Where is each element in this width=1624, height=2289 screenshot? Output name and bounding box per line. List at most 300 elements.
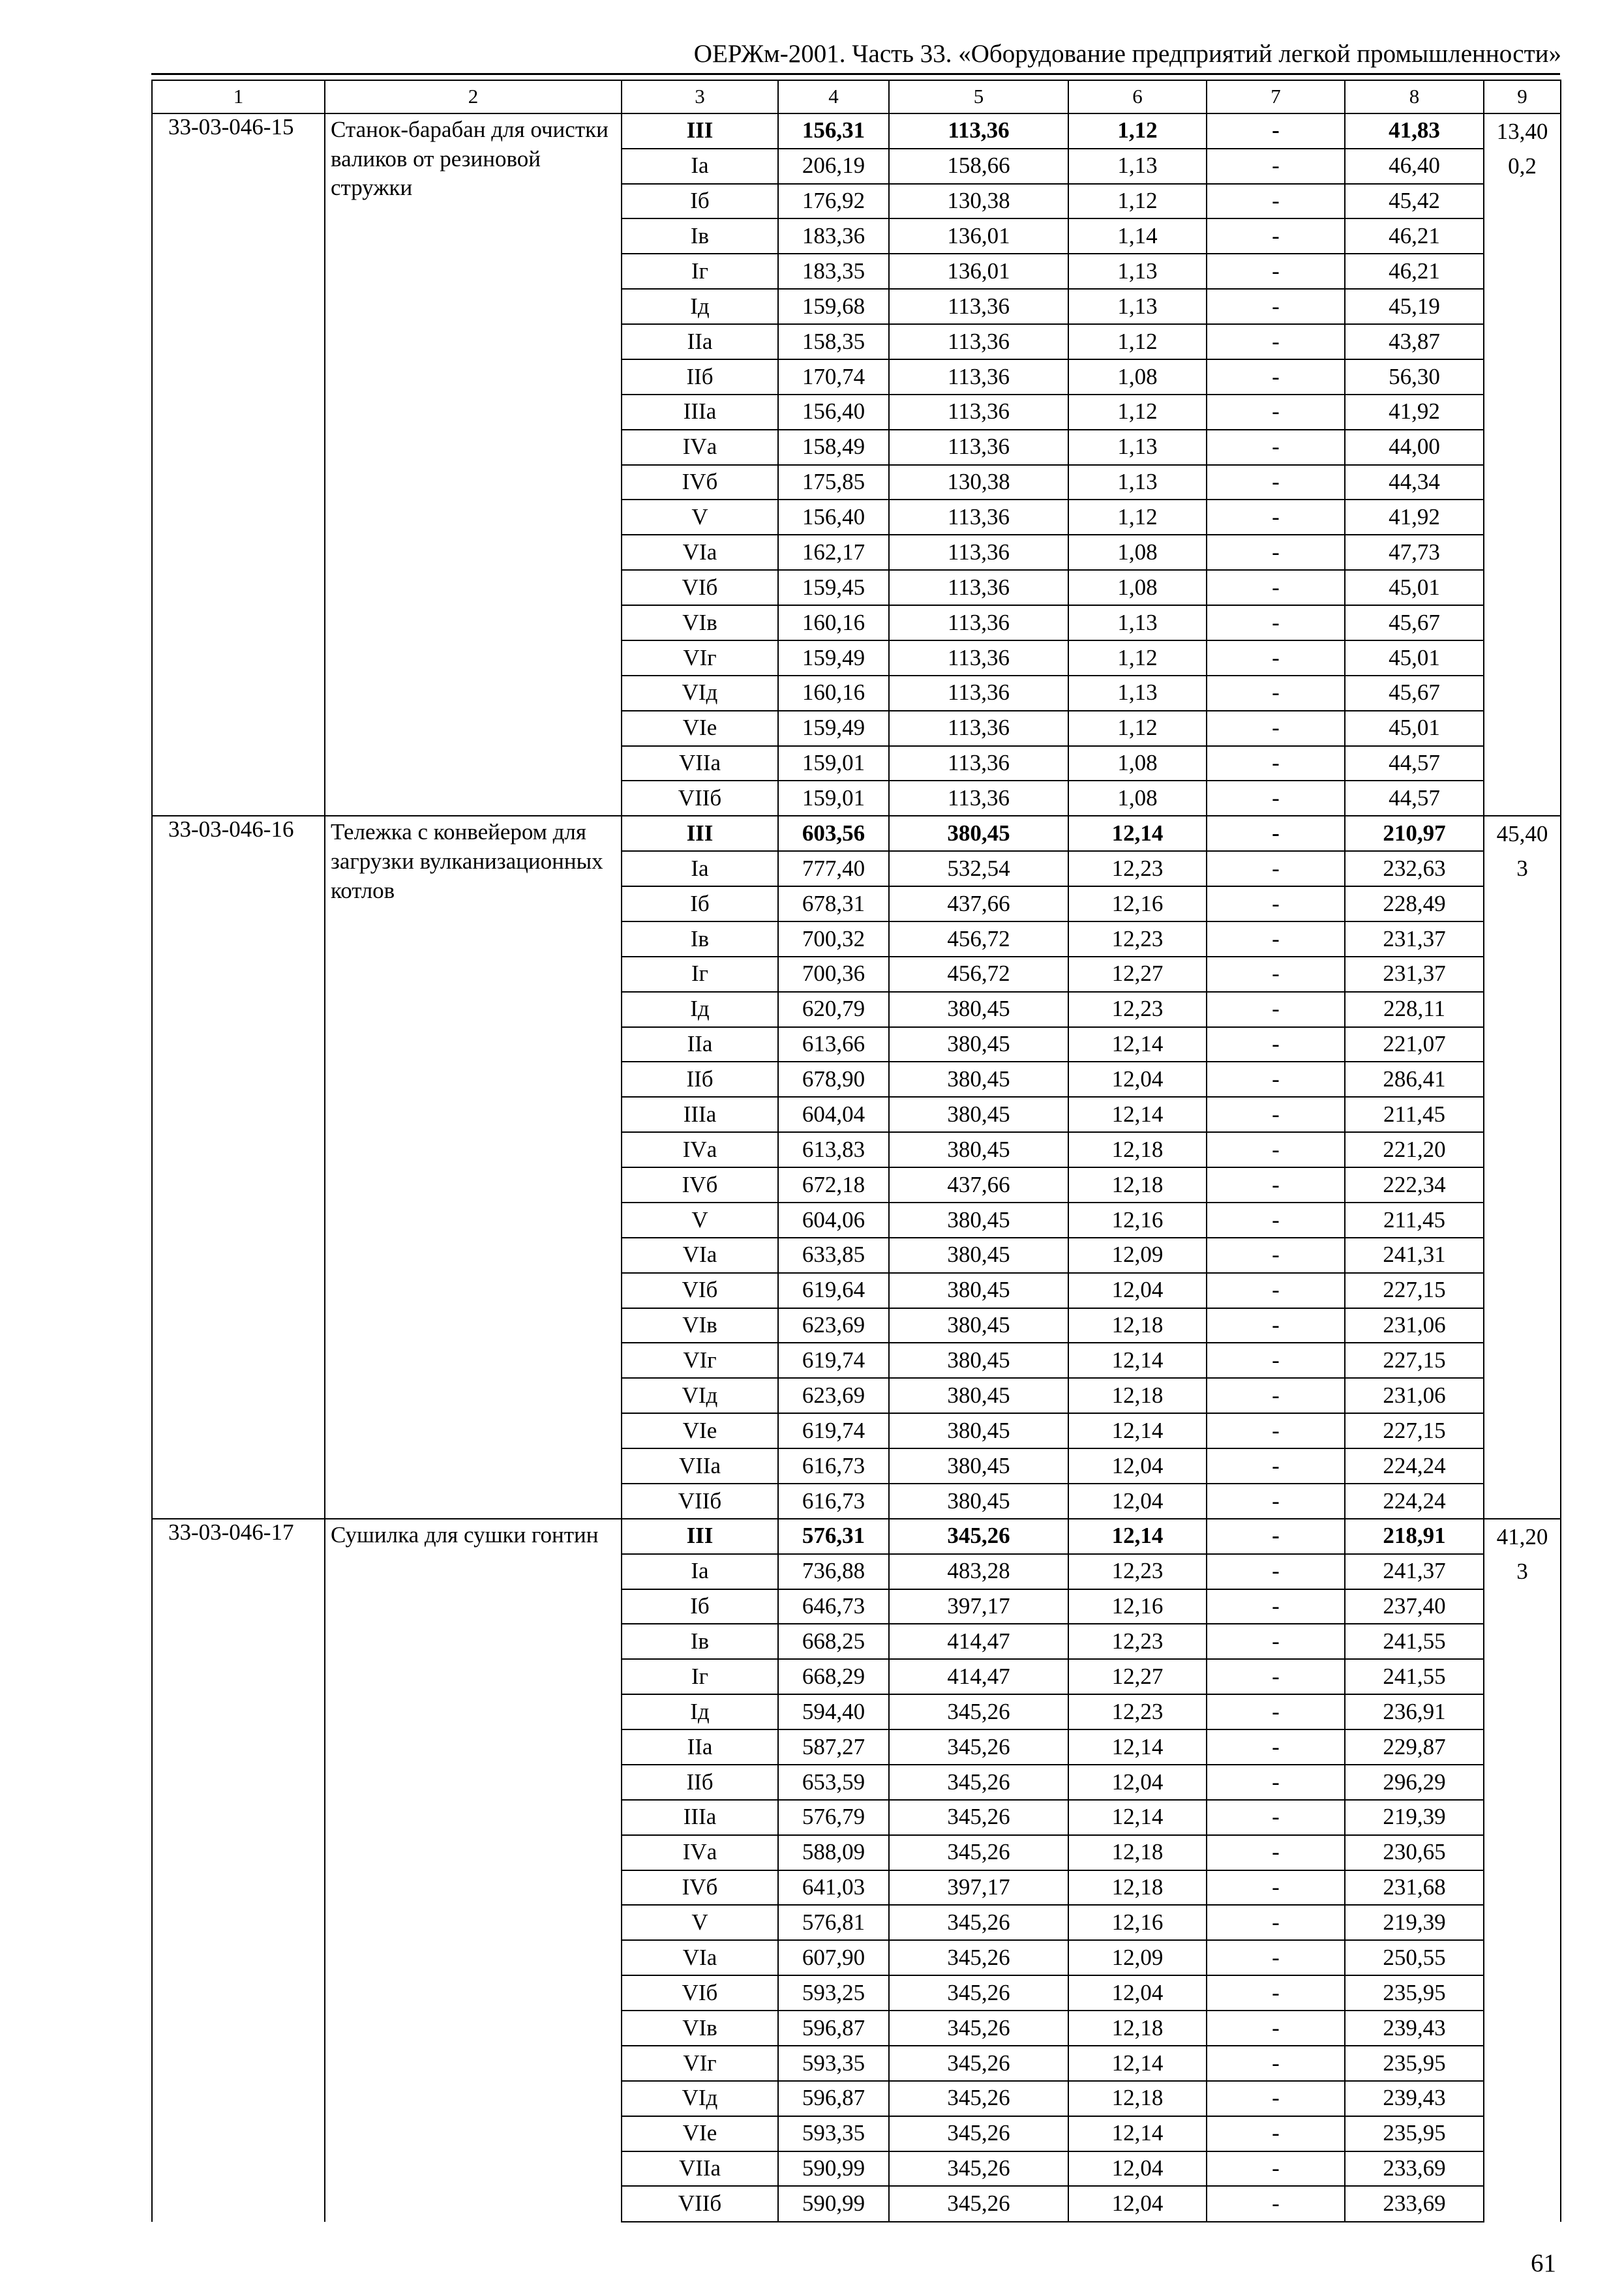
column-number-row [152, 80, 1561, 113]
materials-cost: 44,57 [1345, 746, 1484, 781]
materials-cost: 41,83 [1345, 113, 1484, 149]
total-cost: 668,29 [778, 1659, 889, 1694]
wages: 113,36 [889, 359, 1068, 395]
zone-code: VIе [622, 2116, 778, 2151]
materials-cost: 222,34 [1345, 1167, 1484, 1203]
materials-cost: 228,11 [1345, 992, 1484, 1027]
wages: 130,38 [889, 465, 1068, 500]
zone-code: Iг [622, 1659, 778, 1694]
wages: 113,36 [889, 570, 1068, 605]
machine-cost: 1,13 [1068, 254, 1207, 289]
machine-cost: 12,18 [1068, 2081, 1207, 2116]
total-cost: 613,83 [778, 1132, 889, 1167]
wages: 380,45 [889, 1413, 1068, 1448]
labor-cost-cell [1484, 1519, 1561, 2222]
machine-cost: 12,14 [1068, 816, 1207, 851]
machine-cost: 12,18 [1068, 1835, 1207, 1870]
materials-cost: 211,45 [1345, 1203, 1484, 1238]
labor-rank: 3 [1516, 1558, 1528, 1584]
machine-cost: 12,14 [1068, 2046, 1207, 2081]
column-number-cell: 5 [889, 80, 1068, 113]
wages: 113,36 [889, 535, 1068, 570]
total-cost: 160,16 [778, 605, 889, 640]
machine-cost: 12,16 [1068, 886, 1207, 921]
materials-cost: 239,43 [1345, 2011, 1484, 2046]
wages: 113,36 [889, 781, 1068, 816]
materials-cost: 45,01 [1345, 640, 1484, 676]
zone-code: VIIб [622, 2186, 778, 2222]
materials-cost: 44,00 [1345, 430, 1484, 465]
materials-cost: 231,37 [1345, 957, 1484, 992]
zone-code: VIг [622, 640, 778, 676]
machinist-wages: - [1207, 1870, 1345, 1906]
machine-cost: 1,08 [1068, 781, 1207, 816]
materials-cost: 236,91 [1345, 1694, 1484, 1729]
wages: 113,36 [889, 430, 1068, 465]
zone-code: VIа [622, 535, 778, 570]
table-row-base [152, 1519, 1561, 1554]
zone-code: IVб [622, 1167, 778, 1203]
machine-cost: 12,18 [1068, 1308, 1207, 1343]
wages: 136,01 [889, 218, 1068, 254]
wages: 345,26 [889, 2081, 1068, 2116]
machine-cost: 12,04 [1068, 1975, 1207, 2011]
zone-code: VIд [622, 676, 778, 711]
machine-cost: 12,27 [1068, 957, 1207, 992]
materials-cost: 231,37 [1345, 921, 1484, 957]
machinist-wages: - [1207, 816, 1345, 851]
wages: 113,36 [889, 605, 1068, 640]
zone-code: VIв [622, 2011, 778, 2046]
machine-cost: 12,04 [1068, 1484, 1207, 1519]
machine-cost: 12,04 [1068, 1765, 1207, 1800]
machinist-wages: - [1207, 149, 1345, 184]
table-row-base [152, 816, 1561, 851]
item-code: 33-03-046-15 [152, 113, 325, 816]
materials-cost: 46,21 [1345, 254, 1484, 289]
machine-cost: 1,12 [1068, 184, 1207, 219]
machinist-wages: - [1207, 605, 1345, 640]
total-cost: 159,49 [778, 711, 889, 746]
wages: 414,47 [889, 1624, 1068, 1659]
machinist-wages: - [1207, 1273, 1345, 1308]
wages: 113,36 [889, 676, 1068, 711]
labor-hours: 45,40 [1496, 821, 1548, 847]
zone-code: Iб [622, 1589, 778, 1624]
wages: 345,26 [889, 1800, 1068, 1835]
wages: 437,66 [889, 1167, 1068, 1203]
materials-cost: 229,87 [1345, 1729, 1484, 1765]
total-cost: 159,45 [778, 570, 889, 605]
machine-cost: 1,13 [1068, 676, 1207, 711]
materials-cost: 218,91 [1345, 1519, 1484, 1554]
materials-cost: 235,95 [1345, 2046, 1484, 2081]
wages: 380,45 [889, 1484, 1068, 1519]
zone-code: V [622, 500, 778, 535]
materials-cost: 41,92 [1345, 500, 1484, 535]
machine-cost: 12,23 [1068, 992, 1207, 1027]
machine-cost: 12,23 [1068, 851, 1207, 886]
wages: 130,38 [889, 184, 1068, 219]
wages: 380,45 [889, 816, 1068, 851]
wages: 380,45 [889, 1273, 1068, 1308]
column-number-cell: 8 [1345, 80, 1484, 113]
total-cost: 159,68 [778, 289, 889, 324]
machinist-wages: - [1207, 781, 1345, 816]
materials-cost: 219,39 [1345, 1800, 1484, 1835]
wages: 380,45 [889, 992, 1068, 1027]
labor-rank: 0,2 [1508, 153, 1537, 179]
total-cost: 668,25 [778, 1624, 889, 1659]
machine-cost: 12,04 [1068, 1273, 1207, 1308]
machinist-wages: - [1207, 1589, 1345, 1624]
wages: 113,36 [889, 746, 1068, 781]
total-cost: 156,40 [778, 395, 889, 430]
total-cost: 604,06 [778, 1203, 889, 1238]
machine-cost: 1,08 [1068, 570, 1207, 605]
machinist-wages: - [1207, 395, 1345, 430]
zone-code: III [622, 816, 778, 851]
zone-code: IIIа [622, 1097, 778, 1132]
materials-cost: 250,55 [1345, 1940, 1484, 1975]
total-cost: 616,73 [778, 1448, 889, 1484]
item-name: Тележка с конвейером для загрузки вулканизационных котлов [325, 816, 622, 1519]
machinist-wages: - [1207, 465, 1345, 500]
materials-cost: 224,24 [1345, 1448, 1484, 1484]
machine-cost: 1,13 [1068, 289, 1207, 324]
materials-cost: 221,07 [1345, 1027, 1484, 1062]
total-cost: 587,27 [778, 1729, 889, 1765]
total-cost: 158,35 [778, 324, 889, 359]
materials-cost: 41,92 [1345, 395, 1484, 430]
column-number-cell: 3 [622, 80, 778, 113]
machinist-wages: - [1207, 359, 1345, 395]
total-cost: 156,31 [778, 113, 889, 149]
machine-cost: 12,23 [1068, 921, 1207, 957]
labor-cost-cell [1484, 113, 1561, 816]
zone-code: VIд [622, 1378, 778, 1413]
total-cost: 596,87 [778, 2011, 889, 2046]
machinist-wages: - [1207, 1097, 1345, 1132]
item-name: Станок-барабан для очистки валиков от резиновой стружки [325, 113, 622, 816]
total-cost: 653,59 [778, 1765, 889, 1800]
machinist-wages: - [1207, 1027, 1345, 1062]
total-cost: 176,92 [778, 184, 889, 219]
wages: 345,26 [889, 1975, 1068, 2011]
column-number-cell: 9 [1484, 80, 1561, 113]
zone-code: IIб [622, 1765, 778, 1800]
header-rule [151, 73, 1560, 75]
wages: 345,26 [889, 1940, 1068, 1975]
machinist-wages: - [1207, 1835, 1345, 1870]
wages: 345,26 [889, 2151, 1068, 2187]
page-number: 61 [1531, 2249, 1556, 2277]
total-cost: 607,90 [778, 1940, 889, 1975]
materials-cost: 45,42 [1345, 184, 1484, 219]
total-cost: 672,18 [778, 1167, 889, 1203]
machine-cost: 12,16 [1068, 1203, 1207, 1238]
materials-cost: 233,69 [1345, 2151, 1484, 2187]
machinist-wages: - [1207, 746, 1345, 781]
machinist-wages: - [1207, 851, 1345, 886]
column-number-cell: 6 [1068, 80, 1207, 113]
machine-cost: 1,08 [1068, 359, 1207, 395]
total-cost: 593,35 [778, 2046, 889, 2081]
machinist-wages: - [1207, 2186, 1345, 2222]
wages: 397,17 [889, 1870, 1068, 1906]
wages: 397,17 [889, 1589, 1068, 1624]
zone-code: VIб [622, 570, 778, 605]
materials-cost: 45,67 [1345, 676, 1484, 711]
total-cost: 623,69 [778, 1308, 889, 1343]
machine-cost: 12,18 [1068, 1378, 1207, 1413]
total-cost: 588,09 [778, 1835, 889, 1870]
materials-cost: 224,24 [1345, 1484, 1484, 1519]
wages: 345,26 [889, 1905, 1068, 1940]
total-cost: 162,17 [778, 535, 889, 570]
machinist-wages: - [1207, 1940, 1345, 1975]
machinist-wages: - [1207, 254, 1345, 289]
labor-hours: 41,20 [1496, 1523, 1548, 1549]
zone-code: VIIа [622, 746, 778, 781]
zone-code: IIб [622, 359, 778, 395]
column-number-cell: 1 [152, 80, 325, 113]
labor-rank: 3 [1516, 856, 1528, 882]
wages: 113,36 [889, 500, 1068, 535]
machinist-wages: - [1207, 992, 1345, 1027]
materials-cost: 232,63 [1345, 851, 1484, 886]
total-cost: 170,74 [778, 359, 889, 395]
materials-cost: 241,55 [1345, 1659, 1484, 1694]
machine-cost: 12,04 [1068, 1062, 1207, 1097]
wages: 345,26 [889, 1694, 1068, 1729]
total-cost: 700,36 [778, 957, 889, 992]
machinist-wages: - [1207, 1905, 1345, 1940]
materials-cost: 45,67 [1345, 605, 1484, 640]
total-cost: 619,74 [778, 1413, 889, 1448]
zone-code: VIб [622, 1273, 778, 1308]
wages: 113,36 [889, 640, 1068, 676]
materials-cost: 228,49 [1345, 886, 1484, 921]
wages: 380,45 [889, 1203, 1068, 1238]
machine-cost: 1,13 [1068, 465, 1207, 500]
machine-cost: 12,23 [1068, 1624, 1207, 1659]
machinist-wages: - [1207, 1624, 1345, 1659]
machinist-wages: - [1207, 289, 1345, 324]
total-cost: 603,56 [778, 816, 889, 851]
zone-code: Iа [622, 851, 778, 886]
materials-cost: 233,69 [1345, 2186, 1484, 2222]
zone-code: VIг [622, 2046, 778, 2081]
machinist-wages: - [1207, 2081, 1345, 2116]
machine-cost: 1,12 [1068, 113, 1207, 149]
machinist-wages: - [1207, 500, 1345, 535]
zone-code: IVа [622, 1132, 778, 1167]
wages: 380,45 [889, 1378, 1068, 1413]
total-cost: 646,73 [778, 1589, 889, 1624]
materials-cost: 241,55 [1345, 1624, 1484, 1659]
total-cost: 183,35 [778, 254, 889, 289]
zone-code: VIа [622, 1238, 778, 1273]
zone-code: IIIа [622, 395, 778, 430]
machinist-wages: - [1207, 1729, 1345, 1765]
zone-code: VIIб [622, 1484, 778, 1519]
materials-cost: 45,01 [1345, 711, 1484, 746]
wages: 380,45 [889, 1097, 1068, 1132]
total-cost: 623,69 [778, 1378, 889, 1413]
document-header-title: ОЕРЖм-2001. Часть 33. «Оборудование предприятий легкой промышленности» [693, 40, 1561, 68]
total-cost: 736,88 [778, 1554, 889, 1589]
zone-code: V [622, 1905, 778, 1940]
item-name: Сушилка для сушки гонтин [325, 1519, 622, 2222]
total-cost: 700,32 [778, 921, 889, 957]
machine-cost: 12,27 [1068, 1659, 1207, 1694]
machine-cost: 12,09 [1068, 1238, 1207, 1273]
machinist-wages: - [1207, 1238, 1345, 1273]
zone-code: VIб [622, 1975, 778, 2011]
zone-code: VIе [622, 711, 778, 746]
machinist-wages: - [1207, 184, 1345, 219]
wages: 380,45 [889, 1238, 1068, 1273]
materials-cost: 221,20 [1345, 1132, 1484, 1167]
machine-cost: 12,16 [1068, 1589, 1207, 1624]
materials-cost: 227,15 [1345, 1343, 1484, 1378]
total-cost: 620,79 [778, 992, 889, 1027]
total-cost: 576,79 [778, 1800, 889, 1835]
machine-cost: 1,13 [1068, 430, 1207, 465]
machine-cost: 12,14 [1068, 1027, 1207, 1062]
total-cost: 633,85 [778, 1238, 889, 1273]
materials-cost: 47,73 [1345, 535, 1484, 570]
total-cost: 678,31 [778, 886, 889, 921]
materials-cost: 230,65 [1345, 1835, 1484, 1870]
materials-cost: 227,15 [1345, 1273, 1484, 1308]
total-cost: 183,36 [778, 218, 889, 254]
zone-code: VIIа [622, 1448, 778, 1484]
machinist-wages: - [1207, 1448, 1345, 1484]
machinist-wages: - [1207, 1413, 1345, 1448]
materials-cost: 239,43 [1345, 2081, 1484, 2116]
zone-code: VIв [622, 605, 778, 640]
machine-cost: 1,13 [1068, 149, 1207, 184]
machine-cost: 1,08 [1068, 746, 1207, 781]
materials-cost: 296,29 [1345, 1765, 1484, 1800]
machinist-wages: - [1207, 1484, 1345, 1519]
zone-code: IVб [622, 1870, 778, 1906]
wages: 345,26 [889, 1729, 1068, 1765]
machine-cost: 12,23 [1068, 1554, 1207, 1589]
machinist-wages: - [1207, 1378, 1345, 1413]
machinist-wages: - [1207, 1203, 1345, 1238]
total-cost: 641,03 [778, 1870, 889, 1906]
zone-code: Iд [622, 289, 778, 324]
machine-cost: 12,14 [1068, 1413, 1207, 1448]
wages: 483,28 [889, 1554, 1068, 1589]
zone-code: III [622, 113, 778, 149]
machine-cost: 12,09 [1068, 1940, 1207, 1975]
machine-cost: 12,23 [1068, 1694, 1207, 1729]
machinist-wages: - [1207, 1519, 1345, 1554]
total-cost: 206,19 [778, 149, 889, 184]
wages: 380,45 [889, 1448, 1068, 1484]
machinist-wages: - [1207, 535, 1345, 570]
zone-code: Iв [622, 921, 778, 957]
machinist-wages: - [1207, 1659, 1345, 1694]
machine-cost: 12,18 [1068, 2011, 1207, 2046]
materials-cost: 46,40 [1345, 149, 1484, 184]
wages: 113,36 [889, 289, 1068, 324]
total-cost: 593,35 [778, 2116, 889, 2151]
total-cost: 156,40 [778, 500, 889, 535]
zone-code: VIв [622, 1308, 778, 1343]
machinist-wages: - [1207, 640, 1345, 676]
total-cost: 175,85 [778, 465, 889, 500]
zone-code: Iг [622, 957, 778, 992]
table-body [152, 80, 1561, 2222]
total-cost: 159,01 [778, 781, 889, 816]
total-cost: 594,40 [778, 1694, 889, 1729]
wages: 345,26 [889, 1835, 1068, 1870]
machinist-wages: - [1207, 1694, 1345, 1729]
materials-cost: 231,68 [1345, 1870, 1484, 1906]
machinist-wages: - [1207, 1554, 1345, 1589]
wages: 414,47 [889, 1659, 1068, 1694]
machine-cost: 12,14 [1068, 1519, 1207, 1554]
total-cost: 619,64 [778, 1273, 889, 1308]
wages: 380,45 [889, 1308, 1068, 1343]
wages: 345,26 [889, 2116, 1068, 2151]
materials-cost: 46,21 [1345, 218, 1484, 254]
total-cost: 160,16 [778, 676, 889, 711]
wages: 136,01 [889, 254, 1068, 289]
machine-cost: 1,14 [1068, 218, 1207, 254]
zone-code: IIб [622, 1062, 778, 1097]
machinist-wages: - [1207, 1167, 1345, 1203]
zone-code: Iв [622, 1624, 778, 1659]
zone-code: Iа [622, 1554, 778, 1589]
zone-code: VIIа [622, 2151, 778, 2187]
machinist-wages: - [1207, 886, 1345, 921]
zone-code: IIа [622, 324, 778, 359]
labor-hours: 13,40 [1496, 118, 1548, 144]
materials-cost: 231,06 [1345, 1378, 1484, 1413]
zone-code: VIе [622, 1413, 778, 1448]
zone-code: IIа [622, 1027, 778, 1062]
machinist-wages: - [1207, 324, 1345, 359]
machine-cost: 1,12 [1068, 500, 1207, 535]
total-cost: 777,40 [778, 851, 889, 886]
zone-code: Iв [622, 218, 778, 254]
wages: 113,36 [889, 711, 1068, 746]
machinist-wages: - [1207, 921, 1345, 957]
materials-cost: 44,34 [1345, 465, 1484, 500]
materials-cost: 231,06 [1345, 1308, 1484, 1343]
machine-cost: 12,14 [1068, 1800, 1207, 1835]
zone-code: V [622, 1203, 778, 1238]
materials-cost: 56,30 [1345, 359, 1484, 395]
machinist-wages: - [1207, 1800, 1345, 1835]
zone-code: VIд [622, 2081, 778, 2116]
machine-cost: 12,18 [1068, 1167, 1207, 1203]
machinist-wages: - [1207, 1765, 1345, 1800]
rates-table [151, 80, 1561, 2222]
wages: 345,26 [889, 2186, 1068, 2222]
materials-cost: 237,40 [1345, 1589, 1484, 1624]
machinist-wages: - [1207, 2011, 1345, 2046]
total-cost: 159,49 [778, 640, 889, 676]
wages: 158,66 [889, 149, 1068, 184]
total-cost: 619,74 [778, 1343, 889, 1378]
